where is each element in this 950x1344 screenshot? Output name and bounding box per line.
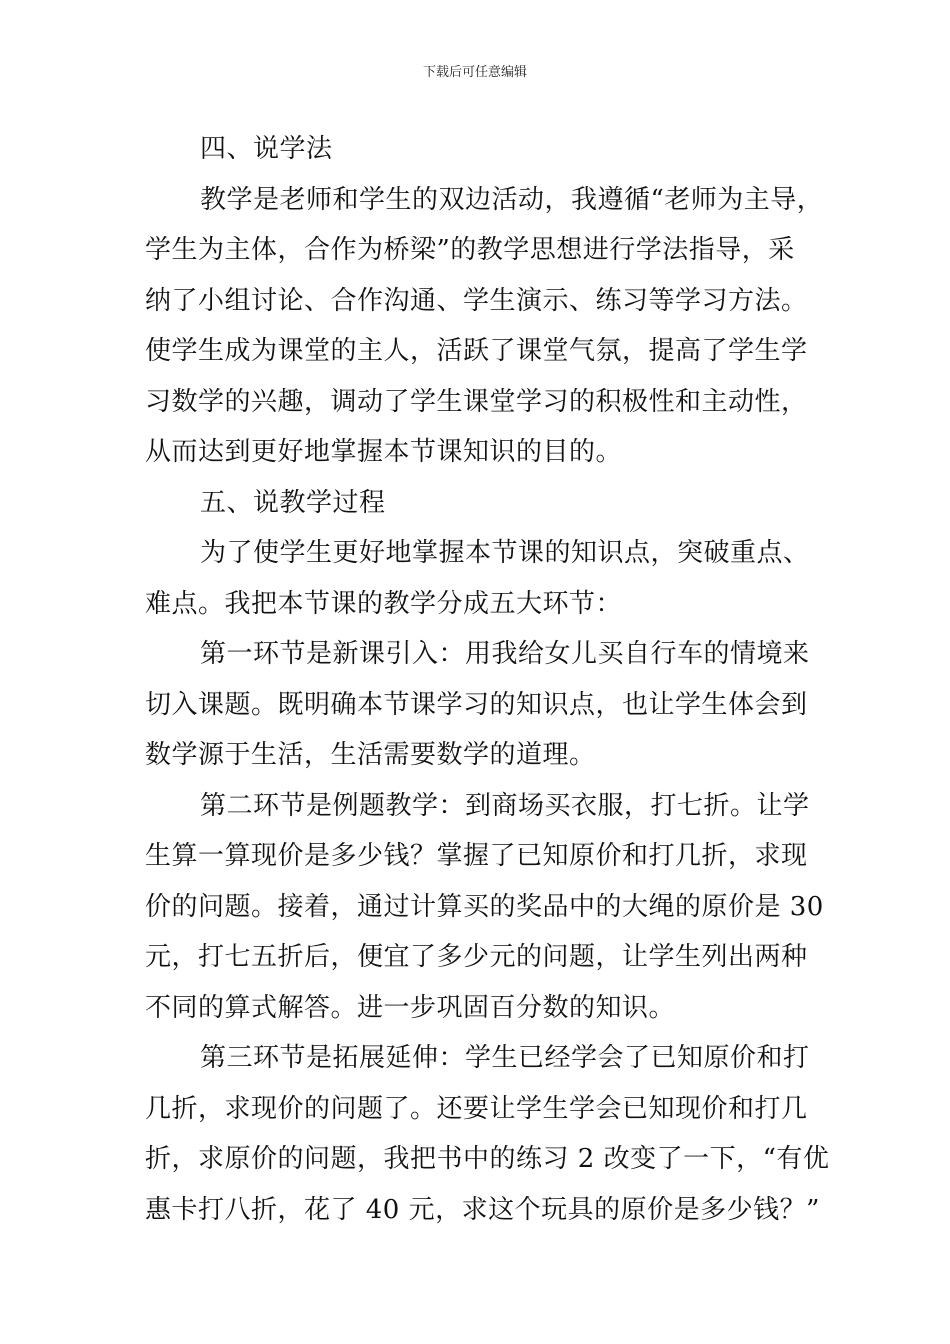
document-body (145, 124, 835, 1235)
paragraph-line: 切入课题。既明确本节课学习的知识点，也让学生体会到 (145, 689, 808, 720)
paragraph-line: 使学生成为课堂的主人，活跃了课堂气氛，提高了学生学 (145, 336, 808, 366)
paragraph-line: 第二环节是例题教学：到商场买衣服，打七折。让学 (200, 790, 810, 821)
section-heading-study-method: 四、说学法 (200, 134, 333, 164)
paragraph-line: 纳了小组讨论、合作沟通、学生演示、练习等学习方法。 (145, 285, 808, 316)
paragraph-line: 不同的算式解答。进一步巩固百分数的知识。 (145, 992, 676, 1023)
paragraph-line: 惠卡打八折，花了 40 元，求这个玩具的原价是多少钱？” (145, 1194, 820, 1225)
section-heading-teaching-process: 五、说教学过程 (200, 487, 386, 518)
paragraph-line: 难点。我把本节课的教学分成五大环节： (145, 588, 623, 619)
paragraph-line: 学生为主体，合作为桥梁”的教学思想进行学法指导，采 (145, 235, 795, 265)
paragraph-line: 第一环节是新课引入：用我给女儿买自行车的情境来 (200, 639, 810, 669)
paragraph-line: 价的问题。接着，通过计算买的奖品中的大绳的原价是 30 (145, 891, 824, 922)
paragraph-line: 习数学的兴趣，调动了学生课堂学习的积极性和主动性， (145, 386, 808, 417)
paragraph-line: 第三环节是拓展延伸：学生已经学会了已知原价和打 (200, 1043, 810, 1073)
paragraph-line: 元，打七五折后，便宜了多少元的问题，让学生列出两种 (145, 942, 808, 972)
page-header-note: 下载后可任意编辑 (422, 65, 527, 80)
paragraph-line: 从而达到更好地掌握本节课知识的目的。 (145, 437, 623, 467)
paragraph-line: 几折，求现价的问题了。还要让学生学会已知现价和打几 (145, 1093, 808, 1124)
paragraph-line: 数学源于生活，生活需要数学的道理。 (145, 740, 596, 770)
paragraph-line: 为了使学生更好地掌握本节课的知识点，突破重点、 (200, 538, 810, 568)
paragraph-line: 教学是老师和学生的双边活动，我遵循“老师为主导， (200, 184, 824, 215)
paragraph-line: 折，求原价的问题，我把书中的练习 2 改变了一下，“有优 (145, 1144, 830, 1174)
paragraph-line: 生算一算现价是多少钱？掌握了已知原价和打几折，求现 (145, 841, 808, 871)
